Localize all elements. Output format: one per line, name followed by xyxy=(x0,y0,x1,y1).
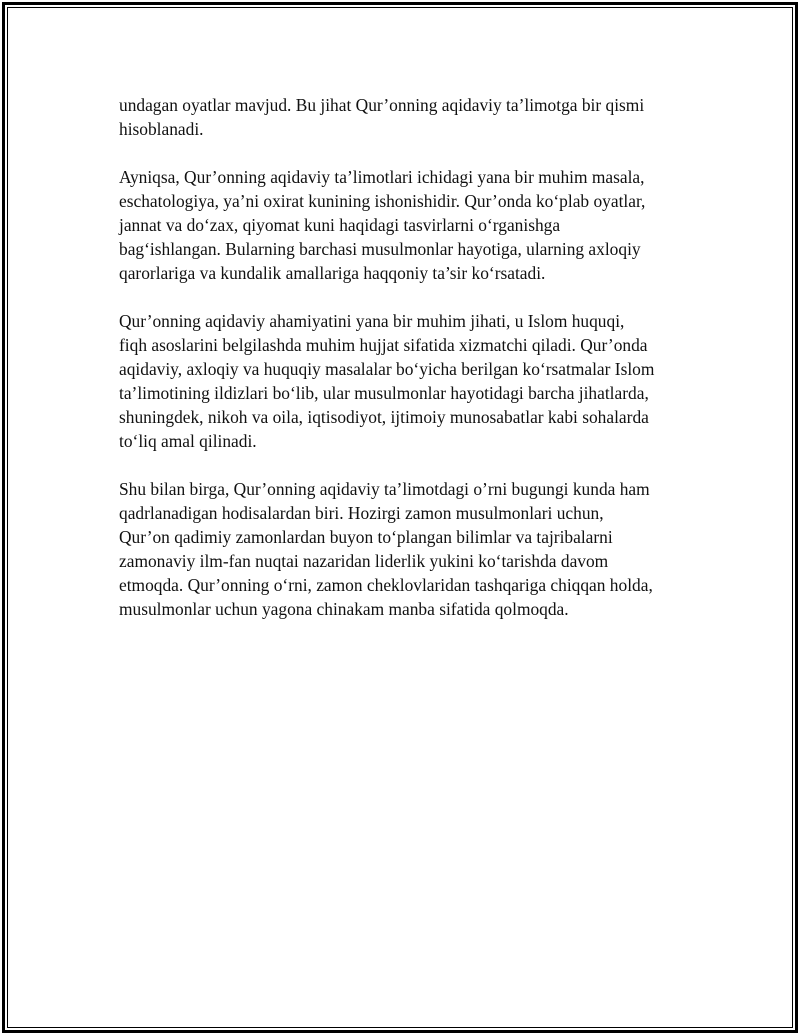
text-line: zamonaviy ilm-fan nuqtai nazaridan liderlik yukini ko‘tarishda davom xyxy=(119,551,609,571)
text-line: eschatologiya, ya’ni oxirat kunining ishonishidir. Qur’onda ko‘plab oyatlar, xyxy=(119,191,646,211)
text-line: to‘liq amal qilinadi. xyxy=(119,431,257,451)
text-line: Ayniqsa, Qur’onning aqidaviy ta’limotlari ichidagi yana bir muhim masala, xyxy=(119,167,645,187)
text-line: Qur’onning aqidaviy ahamiyatini yana bir muhim jihati, u Islom huquqi, xyxy=(119,311,625,331)
paragraph-3 xyxy=(119,309,699,453)
text-line: Shu bilan birga, Qur’onning aqidaviy ta’limotdagi o’rni bugungi kunda ham xyxy=(119,479,650,499)
text-line: musulmonlar uchun yagona chinakam manba sifatida qolmoqda. xyxy=(119,599,569,619)
text-line: fiqh asoslarini belgilashda muhim hujjat sifatida xizmatchi qiladi. Qur’onda xyxy=(119,335,648,355)
text-line: hisoblanadi. xyxy=(119,119,204,139)
text-line: aqidaviy, axloqiy va huquqiy masalalar bo‘yicha berilgan ko‘rsatmalar Islom xyxy=(119,359,655,379)
text-line: jannat va do‘zax, qiyomat kuni haqidagi tasvirlarni o‘rganishga xyxy=(119,215,561,235)
text-line: ta’limotining ildizlari bo‘lib, ular musulmonlar hayotidagi barcha jihatlarda, xyxy=(119,383,649,403)
text-line: Qur’on qadimiy zamonlardan buyon to‘plangan bilimlar va tajribalarni xyxy=(119,527,613,547)
text-line: bag‘ishlangan. Bularning barchasi musulmonlar hayotiga, ularning axloqiy xyxy=(119,239,641,259)
text-line: qarorlariga va kundalik amallariga haqqoniy ta’sir ko‘rsatadi. xyxy=(119,263,546,283)
paragraph-1 xyxy=(119,93,699,141)
text-line: shuningdek, nikoh va oila, iqtisodiyot, ijtimoiy munosabatlar kabi sohalarda xyxy=(119,407,649,427)
text-line: etmoqda. Qur’onning o‘rni, zamon cheklovlaridan tashqariga chiqqan holda, xyxy=(119,575,653,595)
text-line: undagan oyatlar mavjud. Bu jihat Qur’onning aqidaviy ta’limotga bir qismi xyxy=(119,95,645,115)
document-body xyxy=(119,93,699,645)
paragraph-2 xyxy=(119,165,699,285)
text-line: qadrlanadigan hodisalardan biri. Hozirgi zamon musulmonlari uchun, xyxy=(119,503,604,523)
paragraph-4 xyxy=(119,477,699,621)
